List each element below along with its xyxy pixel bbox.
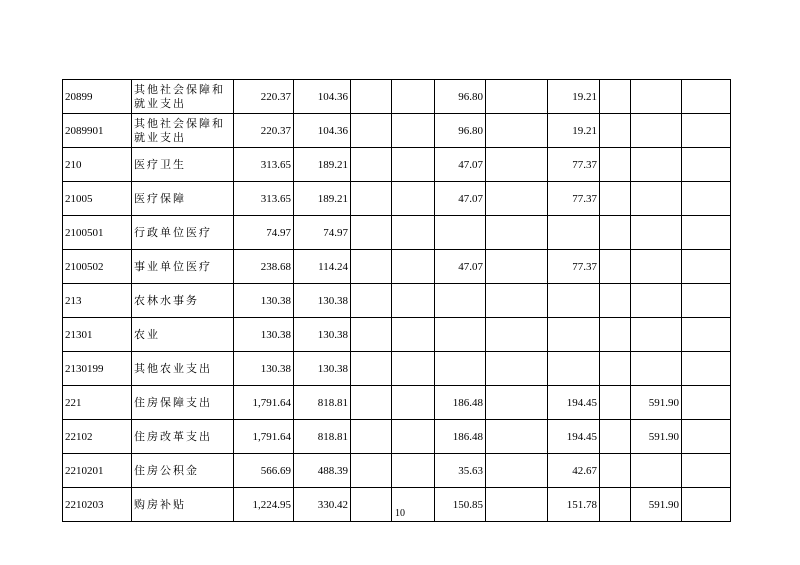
item-code-cell: 21005	[63, 182, 132, 216]
amount-cell	[351, 182, 392, 216]
amount-cell	[548, 352, 600, 386]
amount-cell	[600, 420, 631, 454]
amount-cell: 42.67	[548, 454, 600, 488]
item-name-cell: 医疗保障	[132, 182, 234, 216]
item-code-cell: 221	[63, 386, 132, 420]
amount-cell	[486, 386, 548, 420]
amount-cell	[682, 352, 731, 386]
item-code-cell: 22102	[63, 420, 132, 454]
page-number: 10	[395, 508, 405, 519]
amount-cell	[392, 80, 435, 114]
amount-cell	[600, 352, 631, 386]
amount-cell	[600, 216, 631, 250]
amount-cell	[682, 318, 731, 352]
item-code-cell: 2100502	[63, 250, 132, 284]
amount-cell	[392, 182, 435, 216]
item-name-cell: 医疗卫生	[132, 148, 234, 182]
amount-cell	[392, 386, 435, 420]
item-code-cell: 2089901	[63, 114, 132, 148]
amount-cell	[351, 420, 392, 454]
amount-cell	[682, 216, 731, 250]
amount-cell: 186.48	[435, 420, 486, 454]
amount-cell: 591.90	[631, 488, 682, 522]
amount-cell: 77.37	[548, 182, 600, 216]
amount-cell	[548, 216, 600, 250]
amount-cell: 591.90	[631, 420, 682, 454]
amount-cell	[351, 216, 392, 250]
amount-cell: 104.36	[294, 114, 351, 148]
amount-cell	[351, 386, 392, 420]
amount-cell	[682, 182, 731, 216]
amount-cell: 96.80	[435, 114, 486, 148]
amount-cell	[486, 114, 548, 148]
amount-cell	[600, 284, 631, 318]
amount-cell: 35.63	[435, 454, 486, 488]
amount-cell: 818.81	[294, 420, 351, 454]
amount-cell: 130.38	[234, 352, 294, 386]
amount-cell	[631, 114, 682, 148]
amount-cell	[682, 80, 731, 114]
amount-cell	[392, 148, 435, 182]
table-row	[63, 80, 731, 114]
amount-cell	[351, 284, 392, 318]
amount-cell	[435, 318, 486, 352]
amount-cell: 220.37	[234, 114, 294, 148]
item-name-cell: 住房保障支出	[132, 386, 234, 420]
table-row	[63, 148, 731, 182]
amount-cell	[682, 386, 731, 420]
amount-cell	[631, 318, 682, 352]
amount-cell	[631, 284, 682, 318]
amount-cell	[682, 148, 731, 182]
amount-cell	[351, 352, 392, 386]
amount-cell	[600, 114, 631, 148]
table-row	[63, 182, 731, 216]
amount-cell: 130.38	[294, 318, 351, 352]
amount-cell: 104.36	[294, 80, 351, 114]
amount-cell	[392, 420, 435, 454]
amount-cell	[631, 454, 682, 488]
item-name-cell: 农林水事务	[132, 284, 234, 318]
amount-cell: 130.38	[234, 284, 294, 318]
amount-cell	[682, 284, 731, 318]
amount-cell: 194.45	[548, 386, 600, 420]
table-row	[63, 114, 731, 148]
amount-cell: 818.81	[294, 386, 351, 420]
amount-cell: 130.38	[234, 318, 294, 352]
amount-cell: 194.45	[548, 420, 600, 454]
amount-cell: 151.78	[548, 488, 600, 522]
amount-cell: 130.38	[294, 352, 351, 386]
amount-cell	[486, 454, 548, 488]
item-code-cell: 2210201	[63, 454, 132, 488]
amount-cell: 47.07	[435, 182, 486, 216]
amount-cell: 1,224.95	[234, 488, 294, 522]
table-row	[63, 250, 731, 284]
amount-cell: 130.38	[294, 284, 351, 318]
table-row	[63, 352, 731, 386]
amount-cell: 186.48	[435, 386, 486, 420]
amount-cell	[435, 284, 486, 318]
item-name-cell: 行政单位医疗	[132, 216, 234, 250]
amount-cell	[486, 250, 548, 284]
item-name-cell: 住房改革支出	[132, 420, 234, 454]
amount-cell	[600, 386, 631, 420]
amount-cell	[392, 250, 435, 284]
amount-cell	[631, 216, 682, 250]
amount-cell	[486, 182, 548, 216]
amount-cell	[682, 420, 731, 454]
item-name-cell: 其他农业支出	[132, 352, 234, 386]
item-code-cell: 210	[63, 148, 132, 182]
item-name-cell: 其他社会保障和就业支出	[132, 80, 234, 114]
item-code-cell: 21301	[63, 318, 132, 352]
amount-cell	[435, 216, 486, 250]
amount-cell: 47.07	[435, 250, 486, 284]
amount-cell	[392, 454, 435, 488]
amount-cell	[351, 114, 392, 148]
amount-cell	[682, 114, 731, 148]
amount-cell	[486, 216, 548, 250]
amount-cell	[631, 250, 682, 284]
amount-cell: 220.37	[234, 80, 294, 114]
amount-cell	[600, 454, 631, 488]
amount-cell: 189.21	[294, 182, 351, 216]
item-name-cell: 购房补贴	[132, 488, 234, 522]
amount-cell	[351, 454, 392, 488]
table-row	[63, 284, 731, 318]
item-code-cell: 2210203	[63, 488, 132, 522]
amount-cell: 47.07	[435, 148, 486, 182]
item-name-cell: 住房公积金	[132, 454, 234, 488]
amount-cell	[631, 80, 682, 114]
amount-cell	[631, 148, 682, 182]
amount-cell: 488.39	[294, 454, 351, 488]
amount-cell: 189.21	[294, 148, 351, 182]
amount-cell	[486, 420, 548, 454]
amount-cell	[486, 284, 548, 318]
table-row	[63, 386, 731, 420]
item-code-cell: 20899	[63, 80, 132, 114]
amount-cell: 114.24	[294, 250, 351, 284]
amount-cell: 566.69	[234, 454, 294, 488]
amount-cell	[682, 250, 731, 284]
amount-cell: 77.37	[548, 250, 600, 284]
amount-cell	[486, 80, 548, 114]
amount-cell: 19.21	[548, 114, 600, 148]
table-row	[63, 454, 731, 488]
amount-cell	[600, 182, 631, 216]
amount-cell	[351, 80, 392, 114]
amount-cell	[392, 352, 435, 386]
item-name-cell: 农业	[132, 318, 234, 352]
amount-cell	[548, 284, 600, 318]
amount-cell: 74.97	[294, 216, 351, 250]
amount-cell: 150.85	[435, 488, 486, 522]
amount-cell	[600, 148, 631, 182]
amount-cell: 1,791.64	[234, 386, 294, 420]
amount-cell	[548, 318, 600, 352]
amount-cell	[600, 250, 631, 284]
item-code-cell: 2130199	[63, 352, 132, 386]
amount-cell: 77.37	[548, 148, 600, 182]
amount-cell	[486, 318, 548, 352]
amount-cell	[631, 182, 682, 216]
amount-cell	[486, 352, 548, 386]
item-code-cell: 213	[63, 284, 132, 318]
table-row	[63, 216, 731, 250]
amount-cell: 19.21	[548, 80, 600, 114]
amount-cell: 1,791.64	[234, 420, 294, 454]
amount-cell	[600, 80, 631, 114]
amount-cell: 96.80	[435, 80, 486, 114]
amount-cell	[486, 148, 548, 182]
table-row	[63, 318, 731, 352]
amount-cell	[351, 318, 392, 352]
budget-table	[62, 79, 731, 522]
amount-cell	[435, 352, 486, 386]
amount-cell	[600, 318, 631, 352]
amount-cell	[631, 352, 682, 386]
amount-cell: 313.65	[234, 182, 294, 216]
amount-cell: 74.97	[234, 216, 294, 250]
amount-cell	[392, 284, 435, 318]
amount-cell	[682, 454, 731, 488]
amount-cell	[351, 148, 392, 182]
table-row	[63, 420, 731, 454]
amount-cell: 591.90	[631, 386, 682, 420]
amount-cell	[351, 250, 392, 284]
amount-cell: 238.68	[234, 250, 294, 284]
amount-cell	[392, 216, 435, 250]
item-name-cell: 事业单位医疗	[132, 250, 234, 284]
amount-cell: 313.65	[234, 148, 294, 182]
amount-cell	[392, 318, 435, 352]
amount-cell	[392, 114, 435, 148]
amount-cell: 330.42	[294, 488, 351, 522]
item-code-cell: 2100501	[63, 216, 132, 250]
item-name-cell: 其他社会保障和就业支出	[132, 114, 234, 148]
